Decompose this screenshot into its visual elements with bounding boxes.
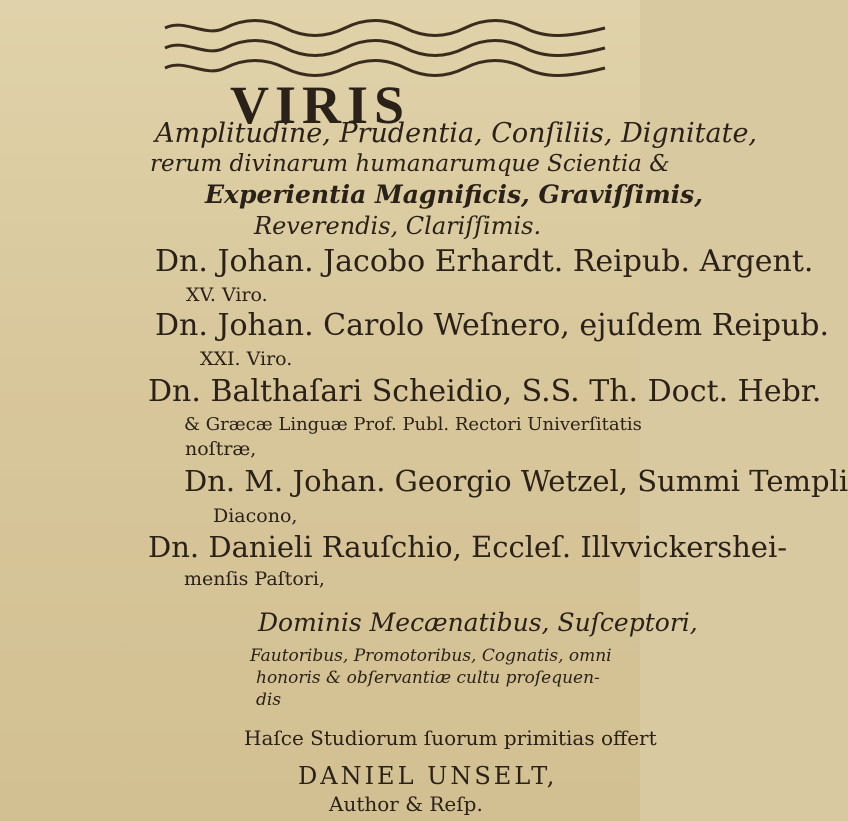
recipient-5-line-a: Dn. Danieli Rauſchio, Eccleſ. Illvvickershei-	[148, 530, 788, 564]
recipient-4-line-b: Diacono,	[213, 505, 298, 527]
recipient-5-line-b: menſis Paſtori,	[184, 568, 325, 590]
recipient-3-line-b: & Græcæ Linguæ Prof. Publ. Rectori Univerſitatis	[184, 414, 642, 435]
recipient-3-line-a: Dn. Balthaſari Scheidio, S.S. Th. Doct. Hebr.	[148, 374, 822, 409]
dedication-line-4: Reverendis, Clariſſimis.	[254, 212, 542, 240]
recipient-1-line-b: XV. Viro.	[186, 284, 268, 306]
recipient-2-line-b: XXI. Viro.	[200, 348, 293, 370]
patrons-line-3: honoris & obſervantiæ cultu proſequen-	[256, 668, 600, 688]
author-role: Author & Reſp.	[329, 792, 483, 816]
patrons-line-1: Dominis Mecænatibus, Suſceptori,	[258, 608, 698, 637]
recipient-2-line-a: Dn. Johan. Carolo Weſnero, ejuſdem Reipub.	[155, 308, 829, 343]
author-name: DANIEL UNSELT,	[298, 762, 558, 790]
dedication-line-3: Experientia Magnificis, Graviſſimis,	[205, 180, 703, 209]
decorative-border-ornament	[160, 18, 610, 78]
patrons-line-2: Fautoribus, Promotoribus, Cognatis, omni	[250, 646, 612, 666]
recipient-1-line-a: Dn. Johan. Jacobo Erhardt. Reipub. Argent.	[155, 244, 814, 279]
page-heading: VIRIS	[229, 75, 411, 135]
dedication-line-1: Amplitudine, Prudentia, Conſiliis, Dignitate,	[155, 118, 758, 149]
dedication-line-2: rerum divinarum humanarumque Scientia &	[150, 151, 670, 177]
recipient-4-line-a: Dn. M. Johan. Georgio Wetzel, Summi Templi	[184, 464, 848, 498]
patrons-line-4: dis	[256, 690, 282, 710]
offering-line: Haſce Studiorum ſuorum primitias offert	[244, 726, 657, 750]
recipient-3-line-c: noſtræ,	[185, 438, 257, 460]
